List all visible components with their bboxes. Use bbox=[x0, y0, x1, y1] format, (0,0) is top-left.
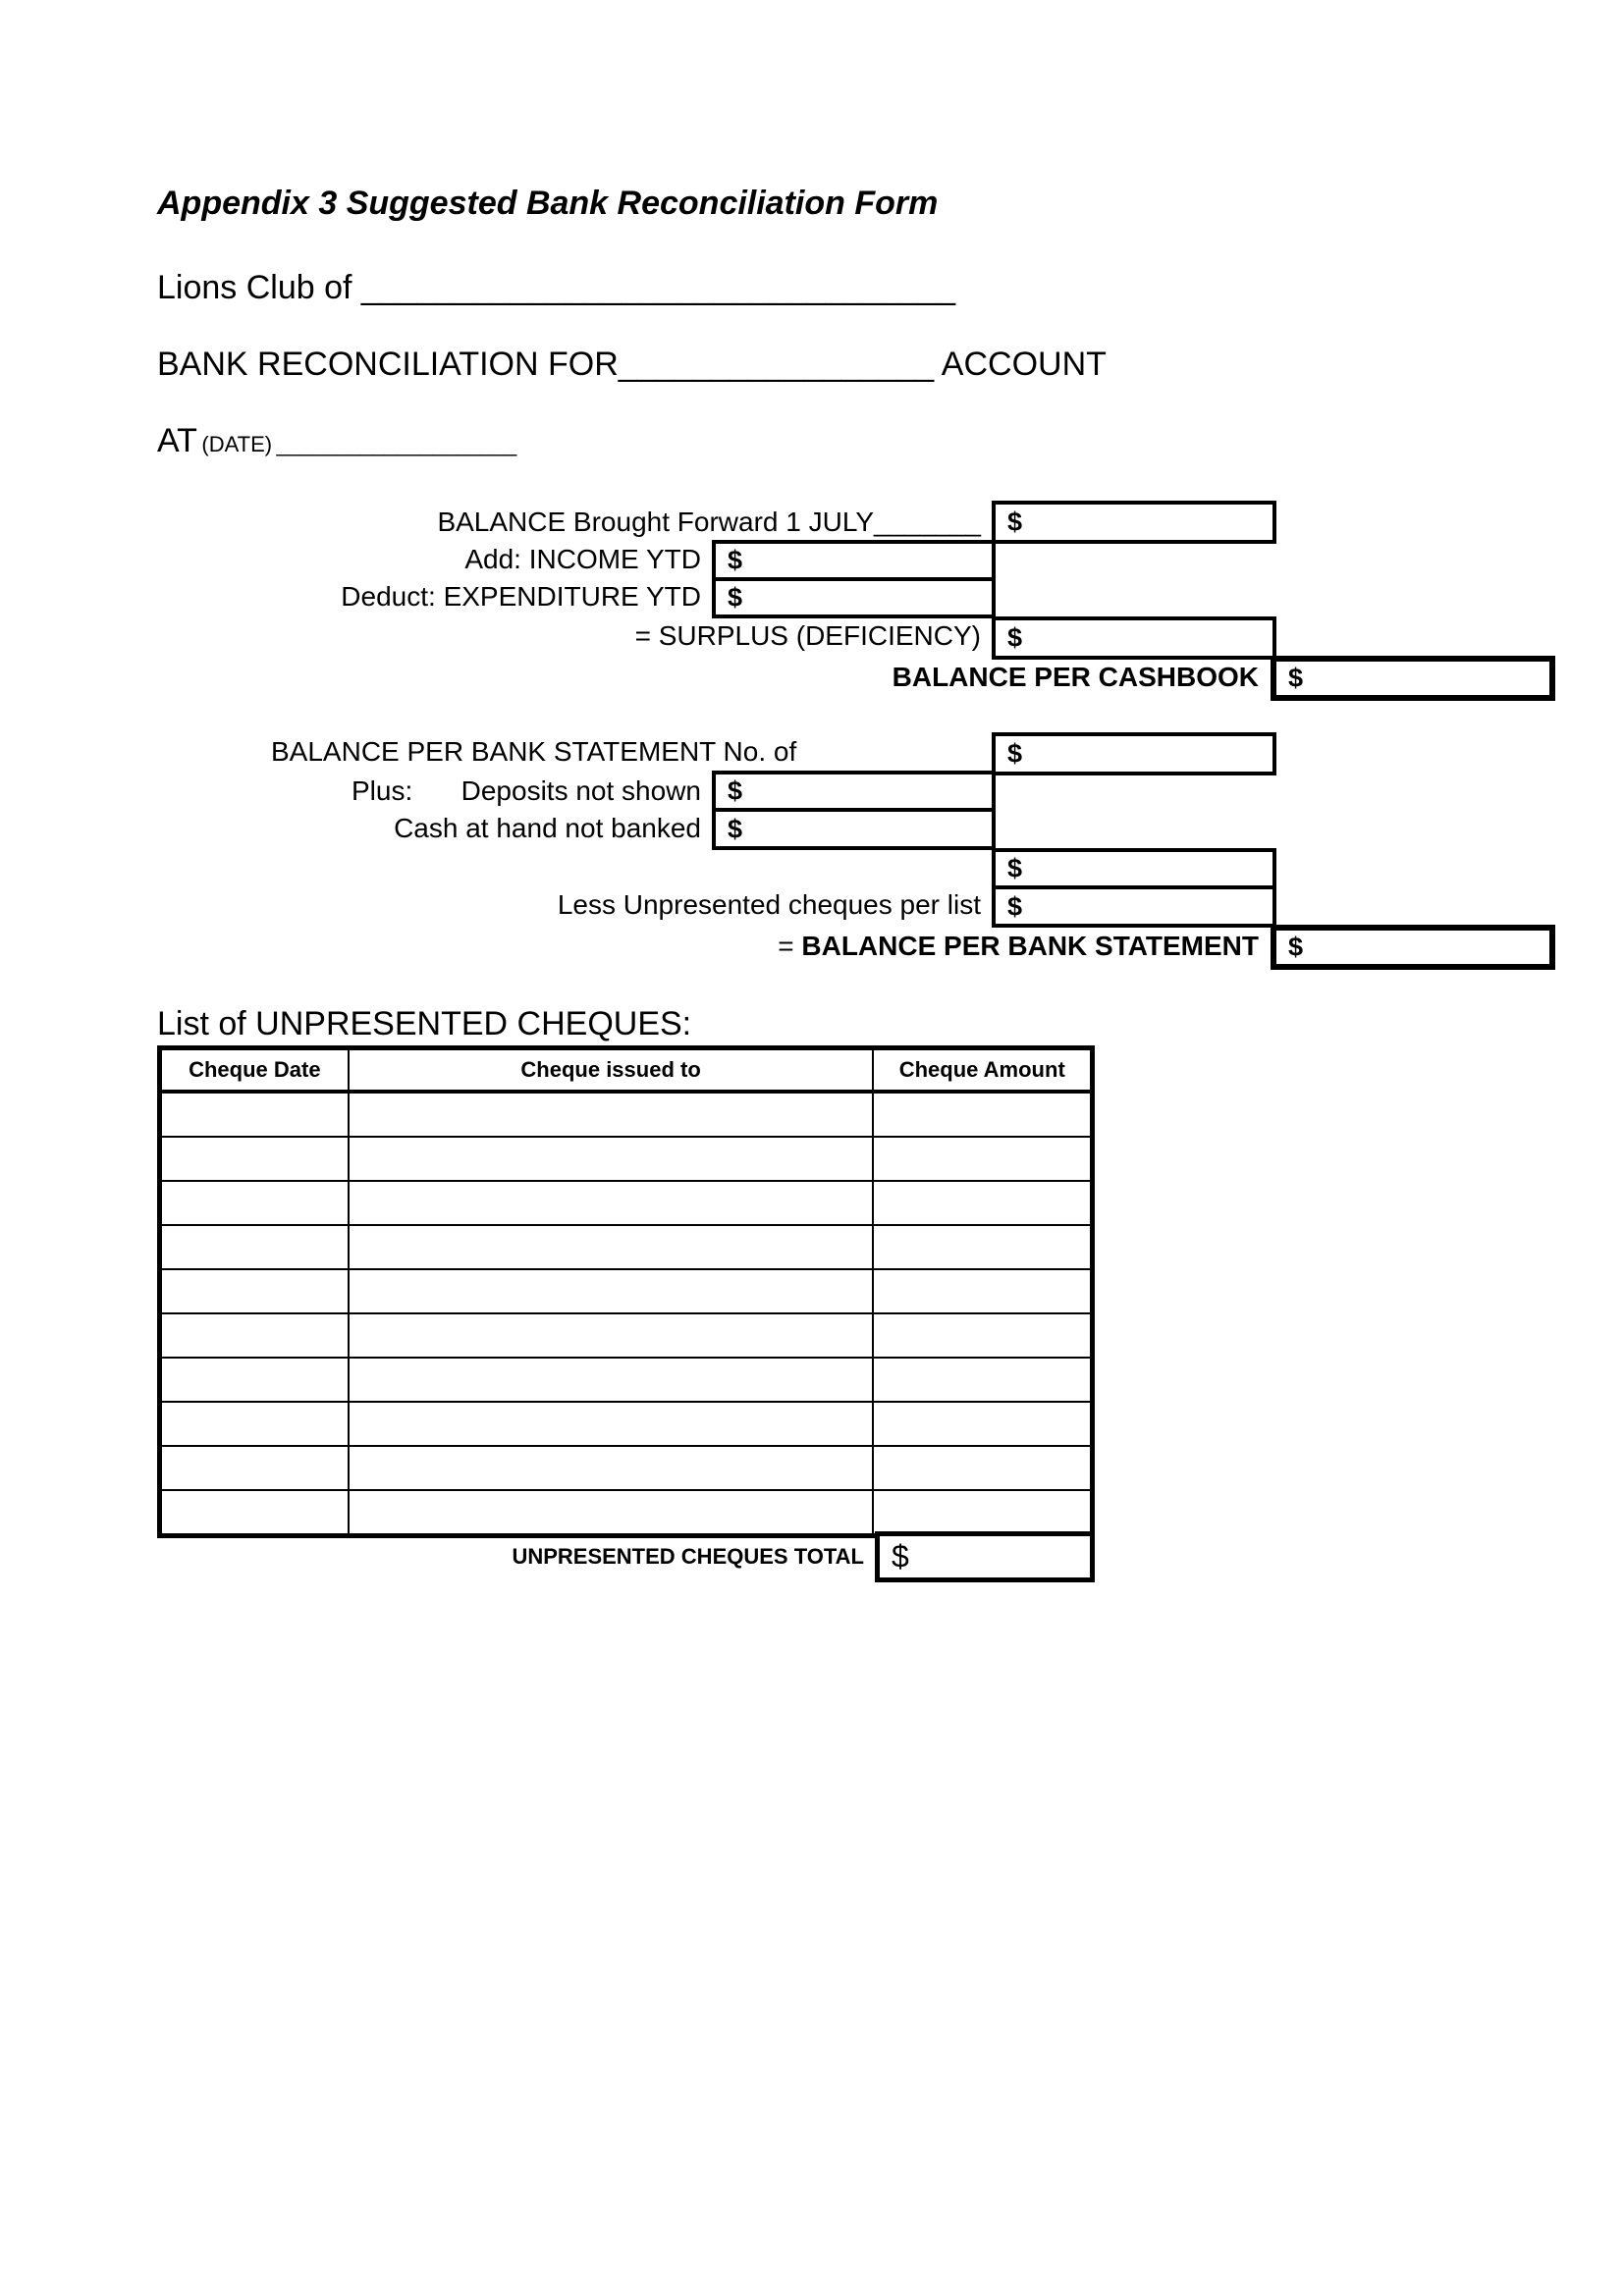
cheque-date-cell[interactable] bbox=[160, 1446, 349, 1490]
income-ytd-box[interactable] bbox=[712, 540, 996, 581]
expenditure-ytd-box[interactable] bbox=[712, 577, 996, 618]
currency-symbol: $ bbox=[1288, 932, 1304, 962]
currency-symbol: $ bbox=[1007, 738, 1023, 769]
table-header-row bbox=[160, 1048, 1093, 1093]
cheque-date-cell[interactable] bbox=[160, 1137, 349, 1181]
cheque-amount-cell[interactable] bbox=[873, 1490, 1092, 1536]
cheque-amount-cell[interactable] bbox=[873, 1225, 1092, 1269]
surplus-box[interactable] bbox=[992, 616, 1276, 660]
column-header-cheque-date: Cheque Date bbox=[160, 1048, 349, 1093]
column-header-cheque-issued-to: Cheque issued to bbox=[349, 1048, 874, 1093]
currency-symbol: $ bbox=[728, 582, 743, 613]
date-blank: ____________________ bbox=[276, 432, 517, 456]
cheque-issued-to-cell[interactable] bbox=[349, 1446, 874, 1490]
cheque-amount-cell[interactable] bbox=[873, 1269, 1092, 1313]
cheque-issued-to-cell[interactable] bbox=[349, 1490, 874, 1536]
currency-symbol: $ bbox=[892, 1538, 909, 1575]
plus-label: Plus: bbox=[352, 775, 413, 806]
cheque-amount-cell[interactable] bbox=[873, 1137, 1092, 1181]
cheque-issued-to-cell[interactable] bbox=[349, 1137, 874, 1181]
cheque-amount-cell[interactable] bbox=[873, 1181, 1092, 1225]
table-row bbox=[160, 1225, 1093, 1269]
deposits-not-shown-box[interactable] bbox=[712, 771, 996, 812]
balance-per-cashbook-label: BALANCE PER CASHBOOK bbox=[892, 662, 1259, 692]
table-row bbox=[160, 1490, 1093, 1536]
deposits-not-shown-label: Deposits not shown bbox=[460, 775, 701, 806]
table-row bbox=[160, 1092, 1093, 1137]
currency-symbol: $ bbox=[728, 814, 743, 843]
balance-per-bank-statement-total-text: BALANCE PER BANK STATEMENT bbox=[801, 931, 1259, 961]
unpresented-cheques-table bbox=[157, 1045, 1095, 1538]
currency-symbol: $ bbox=[1007, 507, 1023, 537]
table-row bbox=[160, 1137, 1093, 1181]
table-row bbox=[160, 1446, 1093, 1490]
page-title: Appendix 3 Suggested Bank Reconciliation Form bbox=[157, 185, 939, 222]
cheque-date-cell[interactable] bbox=[160, 1225, 349, 1269]
bank-subtotal-box[interactable] bbox=[992, 848, 1276, 889]
currency-symbol: $ bbox=[1288, 663, 1304, 693]
balance-per-bank-statement-total-box[interactable] bbox=[1271, 925, 1555, 970]
equals-sign: = bbox=[778, 931, 802, 961]
date-label: (DATE) bbox=[201, 432, 273, 456]
cheque-issued-to-cell[interactable] bbox=[349, 1358, 874, 1402]
cheque-amount-cell[interactable] bbox=[873, 1313, 1092, 1358]
cheque-date-cell[interactable] bbox=[160, 1490, 349, 1536]
cheque-issued-to-cell[interactable] bbox=[349, 1181, 874, 1225]
table-row bbox=[160, 1313, 1093, 1358]
cheque-issued-to-cell[interactable] bbox=[349, 1092, 874, 1137]
cheque-amount-cell[interactable] bbox=[873, 1402, 1092, 1446]
cash-at-hand-box[interactable] bbox=[712, 808, 996, 850]
less-unpresented-box[interactable] bbox=[992, 885, 1276, 928]
income-ytd-label: Add: INCOME YTD bbox=[464, 544, 701, 574]
cheque-amount-cell[interactable] bbox=[873, 1358, 1092, 1402]
cheque-issued-to-cell[interactable] bbox=[349, 1313, 874, 1358]
cash-at-hand-label: Cash at hand not banked bbox=[394, 813, 701, 843]
cheque-date-cell[interactable] bbox=[160, 1092, 349, 1137]
cheque-date-cell[interactable] bbox=[160, 1358, 349, 1402]
at-label: AT bbox=[157, 422, 197, 459]
club-name-line: Lions Club of ________________________________ bbox=[157, 269, 955, 306]
column-header-cheque-amount: Cheque Amount bbox=[873, 1048, 1092, 1093]
currency-symbol: $ bbox=[728, 545, 743, 575]
table-row bbox=[160, 1269, 1093, 1313]
balance-brought-forward-label: BALANCE Brought Forward 1 JULY_______ bbox=[437, 507, 981, 537]
cheque-amount-cell[interactable] bbox=[873, 1446, 1092, 1490]
table-row bbox=[160, 1402, 1093, 1446]
table-row bbox=[160, 1181, 1093, 1225]
date-line bbox=[157, 422, 516, 460]
cheque-date-cell[interactable] bbox=[160, 1181, 349, 1225]
cheque-amount-cell[interactable] bbox=[873, 1092, 1092, 1137]
unpresented-total-box[interactable] bbox=[875, 1531, 1095, 1582]
cheque-date-cell[interactable] bbox=[160, 1402, 349, 1446]
currency-symbol: $ bbox=[728, 775, 743, 806]
balance-brought-forward-box[interactable] bbox=[992, 501, 1276, 544]
cheque-issued-to-cell[interactable] bbox=[349, 1402, 874, 1446]
expenditure-ytd-label: Deduct: EXPENDITURE YTD bbox=[341, 581, 701, 612]
unpresented-total-label: UNPRESENTED CHEQUES TOTAL bbox=[512, 1544, 864, 1569]
balance-per-bank-statement-box[interactable] bbox=[992, 732, 1276, 775]
cheques-heading: List of UNPRESENTED CHEQUES: bbox=[157, 1005, 692, 1042]
cheque-date-cell[interactable] bbox=[160, 1269, 349, 1313]
table-row bbox=[160, 1358, 1093, 1402]
balance-per-bank-statement-total-label bbox=[778, 929, 1259, 964]
bank-reconciliation-line: BANK RECONCILIATION FOR_________________ ACCOUNT bbox=[157, 346, 1107, 383]
cheque-date-cell[interactable] bbox=[160, 1313, 349, 1358]
cheque-issued-to-cell[interactable] bbox=[349, 1269, 874, 1313]
currency-symbol: $ bbox=[1007, 853, 1023, 883]
cheque-issued-to-cell[interactable] bbox=[349, 1225, 874, 1269]
currency-symbol: $ bbox=[1007, 622, 1023, 653]
less-unpresented-label: Less Unpresented cheques per list bbox=[557, 889, 981, 920]
balance-per-bank-statement-label: BALANCE PER BANK STATEMENT No. of bbox=[271, 736, 797, 767]
balance-per-cashbook-box[interactable] bbox=[1271, 656, 1555, 701]
currency-symbol: $ bbox=[1007, 891, 1023, 921]
surplus-label: = SURPLUS (DEFICIENCY) bbox=[634, 620, 981, 651]
